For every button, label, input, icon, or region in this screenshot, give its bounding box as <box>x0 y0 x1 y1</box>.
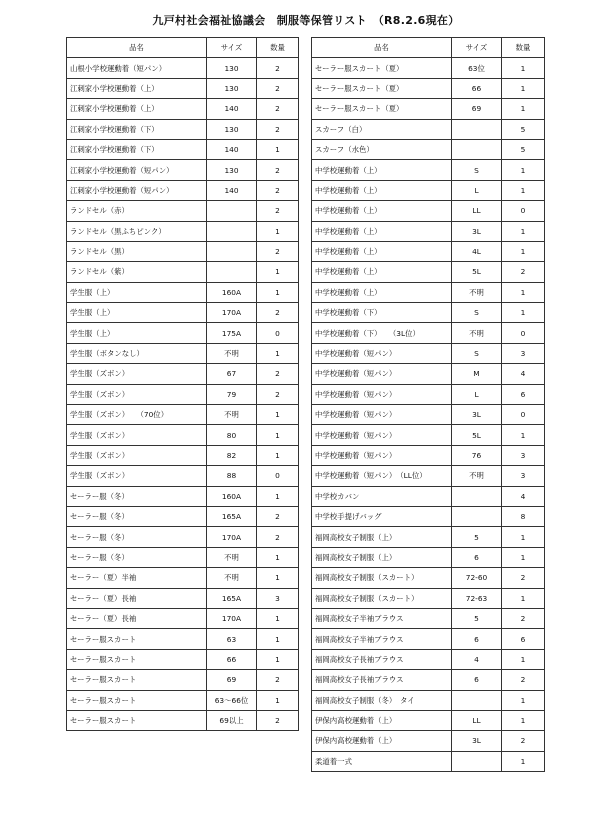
table-row <box>67 99 299 119</box>
quantity-cell: 0 <box>257 466 299 486</box>
table-row <box>67 466 299 486</box>
quantity-cell: 2 <box>502 608 545 628</box>
header-size: サイズ <box>452 38 502 58</box>
quantity-cell: 1 <box>502 221 545 241</box>
table-row <box>312 486 545 506</box>
item-name-cell: セーラー（夏）半袖 <box>67 568 207 588</box>
table-row <box>312 139 545 159</box>
size-cell: 63 <box>207 629 257 649</box>
item-name-cell: 学生服（上） <box>67 323 207 343</box>
table-row <box>312 710 545 730</box>
item-name-cell: 福岡高校女子半袖ブラウス <box>312 629 452 649</box>
table-row <box>67 527 299 547</box>
quantity-cell: 1 <box>502 588 545 608</box>
quantity-cell: 3 <box>502 466 545 486</box>
item-name-cell: 江刺家小学校運動着（短パン） <box>67 160 207 180</box>
quantity-cell: 2 <box>257 506 299 526</box>
item-name-cell: 福岡高校女子制服（スカート） <box>312 568 452 588</box>
size-cell: 5L <box>452 425 502 445</box>
table-row <box>67 547 299 567</box>
table-row <box>312 262 545 282</box>
table-row <box>67 180 299 200</box>
table-row <box>312 282 545 302</box>
size-cell: 63～66位 <box>207 690 257 710</box>
quantity-cell: 2 <box>257 201 299 221</box>
size-cell: 69 <box>207 670 257 690</box>
quantity-cell: 2 <box>502 670 545 690</box>
table-row <box>312 303 545 323</box>
size-cell: 170A <box>207 608 257 628</box>
size-cell: L <box>452 384 502 404</box>
quantity-cell: 2 <box>257 384 299 404</box>
table-row <box>312 649 545 669</box>
item-name-cell: セーラー服スカート（夏） <box>312 58 452 78</box>
header-item-name: 品名 <box>67 38 207 58</box>
item-name-cell: ランドセル（黒） <box>67 241 207 261</box>
size-cell: 不明 <box>452 323 502 343</box>
item-name-cell: 中学校手提げバッグ <box>312 506 452 526</box>
table-row <box>67 343 299 363</box>
quantity-cell: 1 <box>502 710 545 730</box>
size-cell: L <box>452 180 502 200</box>
size-cell: 69以上 <box>207 710 257 730</box>
quantity-cell: 1 <box>502 78 545 98</box>
quantity-cell: 3 <box>502 343 545 363</box>
quantity-cell: 2 <box>502 731 545 751</box>
item-name-cell: 中学校運動着（上） <box>312 221 452 241</box>
table-row <box>67 262 299 282</box>
quantity-cell: 1 <box>257 547 299 567</box>
quantity-cell: 1 <box>502 303 545 323</box>
header-quantity: 数量 <box>257 38 299 58</box>
table-row <box>312 119 545 139</box>
size-cell <box>207 241 257 261</box>
item-name-cell: 江刺家小学校運動着（上） <box>67 99 207 119</box>
item-name-cell: ランドセル（赤） <box>67 201 207 221</box>
quantity-cell: 1 <box>257 343 299 363</box>
quantity-cell: 2 <box>257 58 299 78</box>
item-name-cell: 中学校運動着（短パン） <box>312 405 452 425</box>
table-row <box>312 751 545 771</box>
table-row <box>312 608 545 628</box>
inventory-table-right <box>311 37 545 772</box>
size-cell: 5 <box>452 527 502 547</box>
item-name-cell: 中学校運動着（短パン） <box>312 425 452 445</box>
document-title: 九戸村社会福祉協議会 制服等保管リスト （R8.2.6現在） <box>152 14 460 27</box>
size-cell: LL <box>452 710 502 730</box>
size-cell: 66 <box>207 649 257 669</box>
header-quantity: 数量 <box>502 38 545 58</box>
quantity-cell: 1 <box>257 262 299 282</box>
item-name-cell: セーラー服スカート（夏） <box>312 78 452 98</box>
size-cell: 76 <box>452 445 502 465</box>
table-row <box>67 160 299 180</box>
item-name-cell: 伊保内高校運動着（上） <box>312 710 452 730</box>
table-row <box>67 221 299 241</box>
size-cell: 6 <box>452 547 502 567</box>
quantity-cell: 1 <box>257 445 299 465</box>
size-cell: 5L <box>452 262 502 282</box>
item-name-cell: 中学校運動着（上） <box>312 282 452 302</box>
table-row <box>312 405 545 425</box>
table-row <box>67 568 299 588</box>
size-cell: 不明 <box>452 466 502 486</box>
quantity-cell: 0 <box>502 323 545 343</box>
quantity-cell: 1 <box>502 99 545 119</box>
quantity-cell: 2 <box>257 78 299 98</box>
quantity-cell: 3 <box>502 445 545 465</box>
table-row <box>67 139 299 159</box>
table-row <box>67 241 299 261</box>
quantity-cell: 6 <box>502 384 545 404</box>
quantity-cell: 1 <box>257 629 299 649</box>
item-name-cell: 江刺家小学校運動着（上） <box>67 78 207 98</box>
table-row <box>67 78 299 98</box>
item-name-cell: 学生服（上） <box>67 303 207 323</box>
table-header-row <box>312 38 545 58</box>
size-cell: 160A <box>207 486 257 506</box>
item-name-cell: 学生服（ズボン） <box>67 364 207 384</box>
table-row <box>67 405 299 425</box>
quantity-cell: 1 <box>502 649 545 669</box>
size-cell <box>207 262 257 282</box>
table-row <box>312 78 545 98</box>
size-cell: 82 <box>207 445 257 465</box>
size-cell: S <box>452 343 502 363</box>
quantity-cell: 1 <box>257 486 299 506</box>
quantity-cell: 1 <box>502 690 545 710</box>
inventory-table-left-body <box>67 58 299 731</box>
table-row <box>67 201 299 221</box>
table-row <box>312 731 545 751</box>
table-row <box>67 445 299 465</box>
size-cell: 140 <box>207 99 257 119</box>
size-cell: 3L <box>452 221 502 241</box>
size-cell <box>452 486 502 506</box>
item-name-cell: セーラー服スカート <box>67 649 207 669</box>
quantity-cell: 1 <box>502 282 545 302</box>
quantity-cell: 2 <box>257 303 299 323</box>
size-cell: 6 <box>452 629 502 649</box>
size-cell: 66 <box>452 78 502 98</box>
item-name-cell: セーラー（夏）長袖 <box>67 588 207 608</box>
quantity-cell: 2 <box>502 568 545 588</box>
item-name-cell: スカーフ（水色） <box>312 139 452 159</box>
size-cell <box>452 506 502 526</box>
size-cell: 160A <box>207 282 257 302</box>
item-name-cell: 学生服（ズボン） <box>67 466 207 486</box>
quantity-cell: 2 <box>257 710 299 730</box>
table-row <box>312 690 545 710</box>
quantity-cell: 4 <box>502 364 545 384</box>
table-row <box>67 486 299 506</box>
table-row <box>312 445 545 465</box>
quantity-cell: 1 <box>257 282 299 302</box>
size-cell: 不明 <box>207 547 257 567</box>
item-name-cell: 学生服（ボタンなし） <box>67 343 207 363</box>
size-cell: 不明 <box>207 343 257 363</box>
size-cell: 170A <box>207 303 257 323</box>
table-row <box>312 568 545 588</box>
item-name-cell: 中学校運動着（上） <box>312 160 452 180</box>
size-cell: 3L <box>452 731 502 751</box>
quantity-cell: 1 <box>257 405 299 425</box>
table-row <box>312 670 545 690</box>
item-name-cell: 福岡高校女子制服（スカート） <box>312 588 452 608</box>
item-name-cell: スカーフ（白） <box>312 119 452 139</box>
quantity-cell: 0 <box>502 201 545 221</box>
size-cell: 4 <box>452 649 502 669</box>
quantity-cell: 2 <box>257 670 299 690</box>
size-cell: 3L <box>452 405 502 425</box>
size-cell: 6 <box>452 670 502 690</box>
table-row <box>312 588 545 608</box>
size-cell: 130 <box>207 78 257 98</box>
size-cell: M <box>452 364 502 384</box>
quantity-cell: 1 <box>257 690 299 710</box>
table-row <box>67 649 299 669</box>
size-cell: 140 <box>207 180 257 200</box>
item-name-cell: セーラー（夏）長袖 <box>67 608 207 628</box>
item-name-cell: 江刺家小学校運動着（短パン） <box>67 180 207 200</box>
size-cell: 165A <box>207 506 257 526</box>
item-name-cell: ランドセル（黒ふちピンク） <box>67 221 207 241</box>
table-row <box>67 425 299 445</box>
size-cell <box>207 221 257 241</box>
item-name-cell: セーラー服スカート <box>67 629 207 649</box>
item-name-cell: 福岡高校女子制服（上） <box>312 527 452 547</box>
item-name-cell: 中学校運動着（上） <box>312 180 452 200</box>
table-row <box>67 119 299 139</box>
quantity-cell: 8 <box>502 506 545 526</box>
quantity-cell: 2 <box>502 262 545 282</box>
quantity-cell: 1 <box>257 425 299 445</box>
quantity-cell: 3 <box>257 588 299 608</box>
table-row <box>312 384 545 404</box>
size-cell: LL <box>452 201 502 221</box>
quantity-cell: 1 <box>502 527 545 547</box>
size-cell <box>452 751 502 771</box>
size-cell: 88 <box>207 466 257 486</box>
table-row <box>312 323 545 343</box>
table-row <box>67 588 299 608</box>
item-name-cell: 福岡高校女子制服（上） <box>312 547 452 567</box>
item-name-cell: ランドセル（紫） <box>67 262 207 282</box>
item-name-cell: 中学校運動着（短パン） <box>312 364 452 384</box>
quantity-cell: 1 <box>502 425 545 445</box>
item-name-cell: 中学校運動着（上） <box>312 262 452 282</box>
item-name-cell: 江刺家小学校運動着（下） <box>67 139 207 159</box>
table-row <box>312 241 545 261</box>
size-cell <box>452 119 502 139</box>
quantity-cell: 0 <box>257 323 299 343</box>
quantity-cell: 1 <box>502 180 545 200</box>
quantity-cell: 4 <box>502 486 545 506</box>
quantity-cell: 1 <box>257 221 299 241</box>
item-name-cell: 福岡高校女子制服（冬） タイ <box>312 690 452 710</box>
item-name-cell: 中学校運動着（短パン） <box>312 445 452 465</box>
size-cell: 165A <box>207 588 257 608</box>
quantity-cell: 1 <box>257 649 299 669</box>
table-row <box>67 690 299 710</box>
item-name-cell: 中学校運動着（短パン） <box>312 384 452 404</box>
item-name-cell: セーラー服スカート <box>67 690 207 710</box>
table-row <box>312 343 545 363</box>
table-header-row <box>67 38 299 58</box>
table-row <box>312 201 545 221</box>
item-name-cell: 中学校運動着（上） <box>312 241 452 261</box>
item-name-cell: 中学校運動着（短パン） <box>312 343 452 363</box>
table-row <box>67 384 299 404</box>
table-row <box>67 670 299 690</box>
item-name-cell: 山根小学校運動着（短パン） <box>67 58 207 78</box>
quantity-cell: 2 <box>257 160 299 180</box>
size-cell: 不明 <box>452 282 502 302</box>
size-cell: 69 <box>452 99 502 119</box>
size-cell: 不明 <box>207 568 257 588</box>
size-cell: 140 <box>207 139 257 159</box>
table-row <box>312 506 545 526</box>
quantity-cell: 6 <box>502 629 545 649</box>
size-cell: 67 <box>207 364 257 384</box>
item-name-cell: 福岡高校女子長袖ブラウス <box>312 670 452 690</box>
quantity-cell: 1 <box>257 139 299 159</box>
item-name-cell: セーラー服（冬） <box>67 486 207 506</box>
item-name-cell: 柔道着一式 <box>312 751 452 771</box>
quantity-cell: 5 <box>502 139 545 159</box>
table-row <box>67 364 299 384</box>
item-name-cell: 学生服（ズボン） <box>67 384 207 404</box>
size-cell: 80 <box>207 425 257 445</box>
quantity-cell: 2 <box>257 527 299 547</box>
quantity-cell: 1 <box>502 547 545 567</box>
quantity-cell: 1 <box>502 241 545 261</box>
item-name-cell: 中学校運動着（下） （3L位） <box>312 323 452 343</box>
size-cell: 130 <box>207 160 257 180</box>
size-cell: 72-60 <box>452 568 502 588</box>
size-cell: 63位 <box>452 58 502 78</box>
item-name-cell: 学生服（ズボン） （70位） <box>67 405 207 425</box>
quantity-cell: 1 <box>257 568 299 588</box>
item-name-cell: 伊保内高校運動着（上） <box>312 731 452 751</box>
item-name-cell: 江刺家小学校運動着（下） <box>67 119 207 139</box>
item-name-cell: 福岡高校女子半袖ブラウス <box>312 608 452 628</box>
quantity-cell: 2 <box>257 364 299 384</box>
quantity-cell: 2 <box>257 180 299 200</box>
table-row <box>67 303 299 323</box>
quantity-cell: 1 <box>502 160 545 180</box>
table-row <box>312 629 545 649</box>
quantity-cell: 1 <box>502 751 545 771</box>
size-cell <box>207 201 257 221</box>
item-name-cell: 中学校運動着（上） <box>312 201 452 221</box>
table-row <box>312 425 545 445</box>
item-name-cell: 学生服（ズボン） <box>67 425 207 445</box>
size-cell: 4L <box>452 241 502 261</box>
table-row <box>312 180 545 200</box>
item-name-cell: セーラー服スカート <box>67 710 207 730</box>
size-cell: S <box>452 160 502 180</box>
header-item-name: 品名 <box>312 38 452 58</box>
table-row <box>312 364 545 384</box>
quantity-cell: 2 <box>257 119 299 139</box>
quantity-cell: 1 <box>502 58 545 78</box>
item-name-cell: 福岡高校女子長袖ブラウス <box>312 649 452 669</box>
size-cell: 130 <box>207 58 257 78</box>
size-cell: 130 <box>207 119 257 139</box>
size-cell <box>452 690 502 710</box>
quantity-cell: 1 <box>257 608 299 628</box>
table-row <box>312 221 545 241</box>
inventory-table-left <box>66 37 299 731</box>
table-row <box>67 629 299 649</box>
table-row <box>67 710 299 730</box>
table-row <box>67 58 299 78</box>
inventory-table-right-body <box>312 58 545 772</box>
table-row <box>312 99 545 119</box>
quantity-cell: 2 <box>257 241 299 261</box>
table-row <box>67 323 299 343</box>
size-cell: 72-63 <box>452 588 502 608</box>
table-row <box>312 527 545 547</box>
item-name-cell: 学生服（ズボン） <box>67 445 207 465</box>
item-name-cell: セーラー服スカート（夏） <box>312 99 452 119</box>
item-name-cell: セーラー服（冬） <box>67 506 207 526</box>
size-cell: 79 <box>207 384 257 404</box>
table-row <box>67 282 299 302</box>
item-name-cell: 学生服（上） <box>67 282 207 302</box>
quantity-cell: 0 <box>502 405 545 425</box>
size-cell: S <box>452 303 502 323</box>
table-row <box>312 547 545 567</box>
size-cell: 175A <box>207 323 257 343</box>
item-name-cell: セーラー服スカート <box>67 670 207 690</box>
item-name-cell: セーラー服（冬） <box>67 547 207 567</box>
item-name-cell: 中学校カバン <box>312 486 452 506</box>
size-cell <box>452 139 502 159</box>
item-name-cell: 中学校運動着（下） <box>312 303 452 323</box>
table-row <box>67 506 299 526</box>
table-row <box>312 466 545 486</box>
quantity-cell: 2 <box>257 99 299 119</box>
size-cell: 5 <box>452 608 502 628</box>
item-name-cell: セーラー服（冬） <box>67 527 207 547</box>
table-row <box>67 608 299 628</box>
table-row <box>312 58 545 78</box>
size-cell: 170A <box>207 527 257 547</box>
size-cell: 不明 <box>207 405 257 425</box>
table-row <box>312 160 545 180</box>
quantity-cell: 5 <box>502 119 545 139</box>
header-size: サイズ <box>207 38 257 58</box>
item-name-cell: 中学校運動着（短パン） （LL位） <box>312 466 452 486</box>
